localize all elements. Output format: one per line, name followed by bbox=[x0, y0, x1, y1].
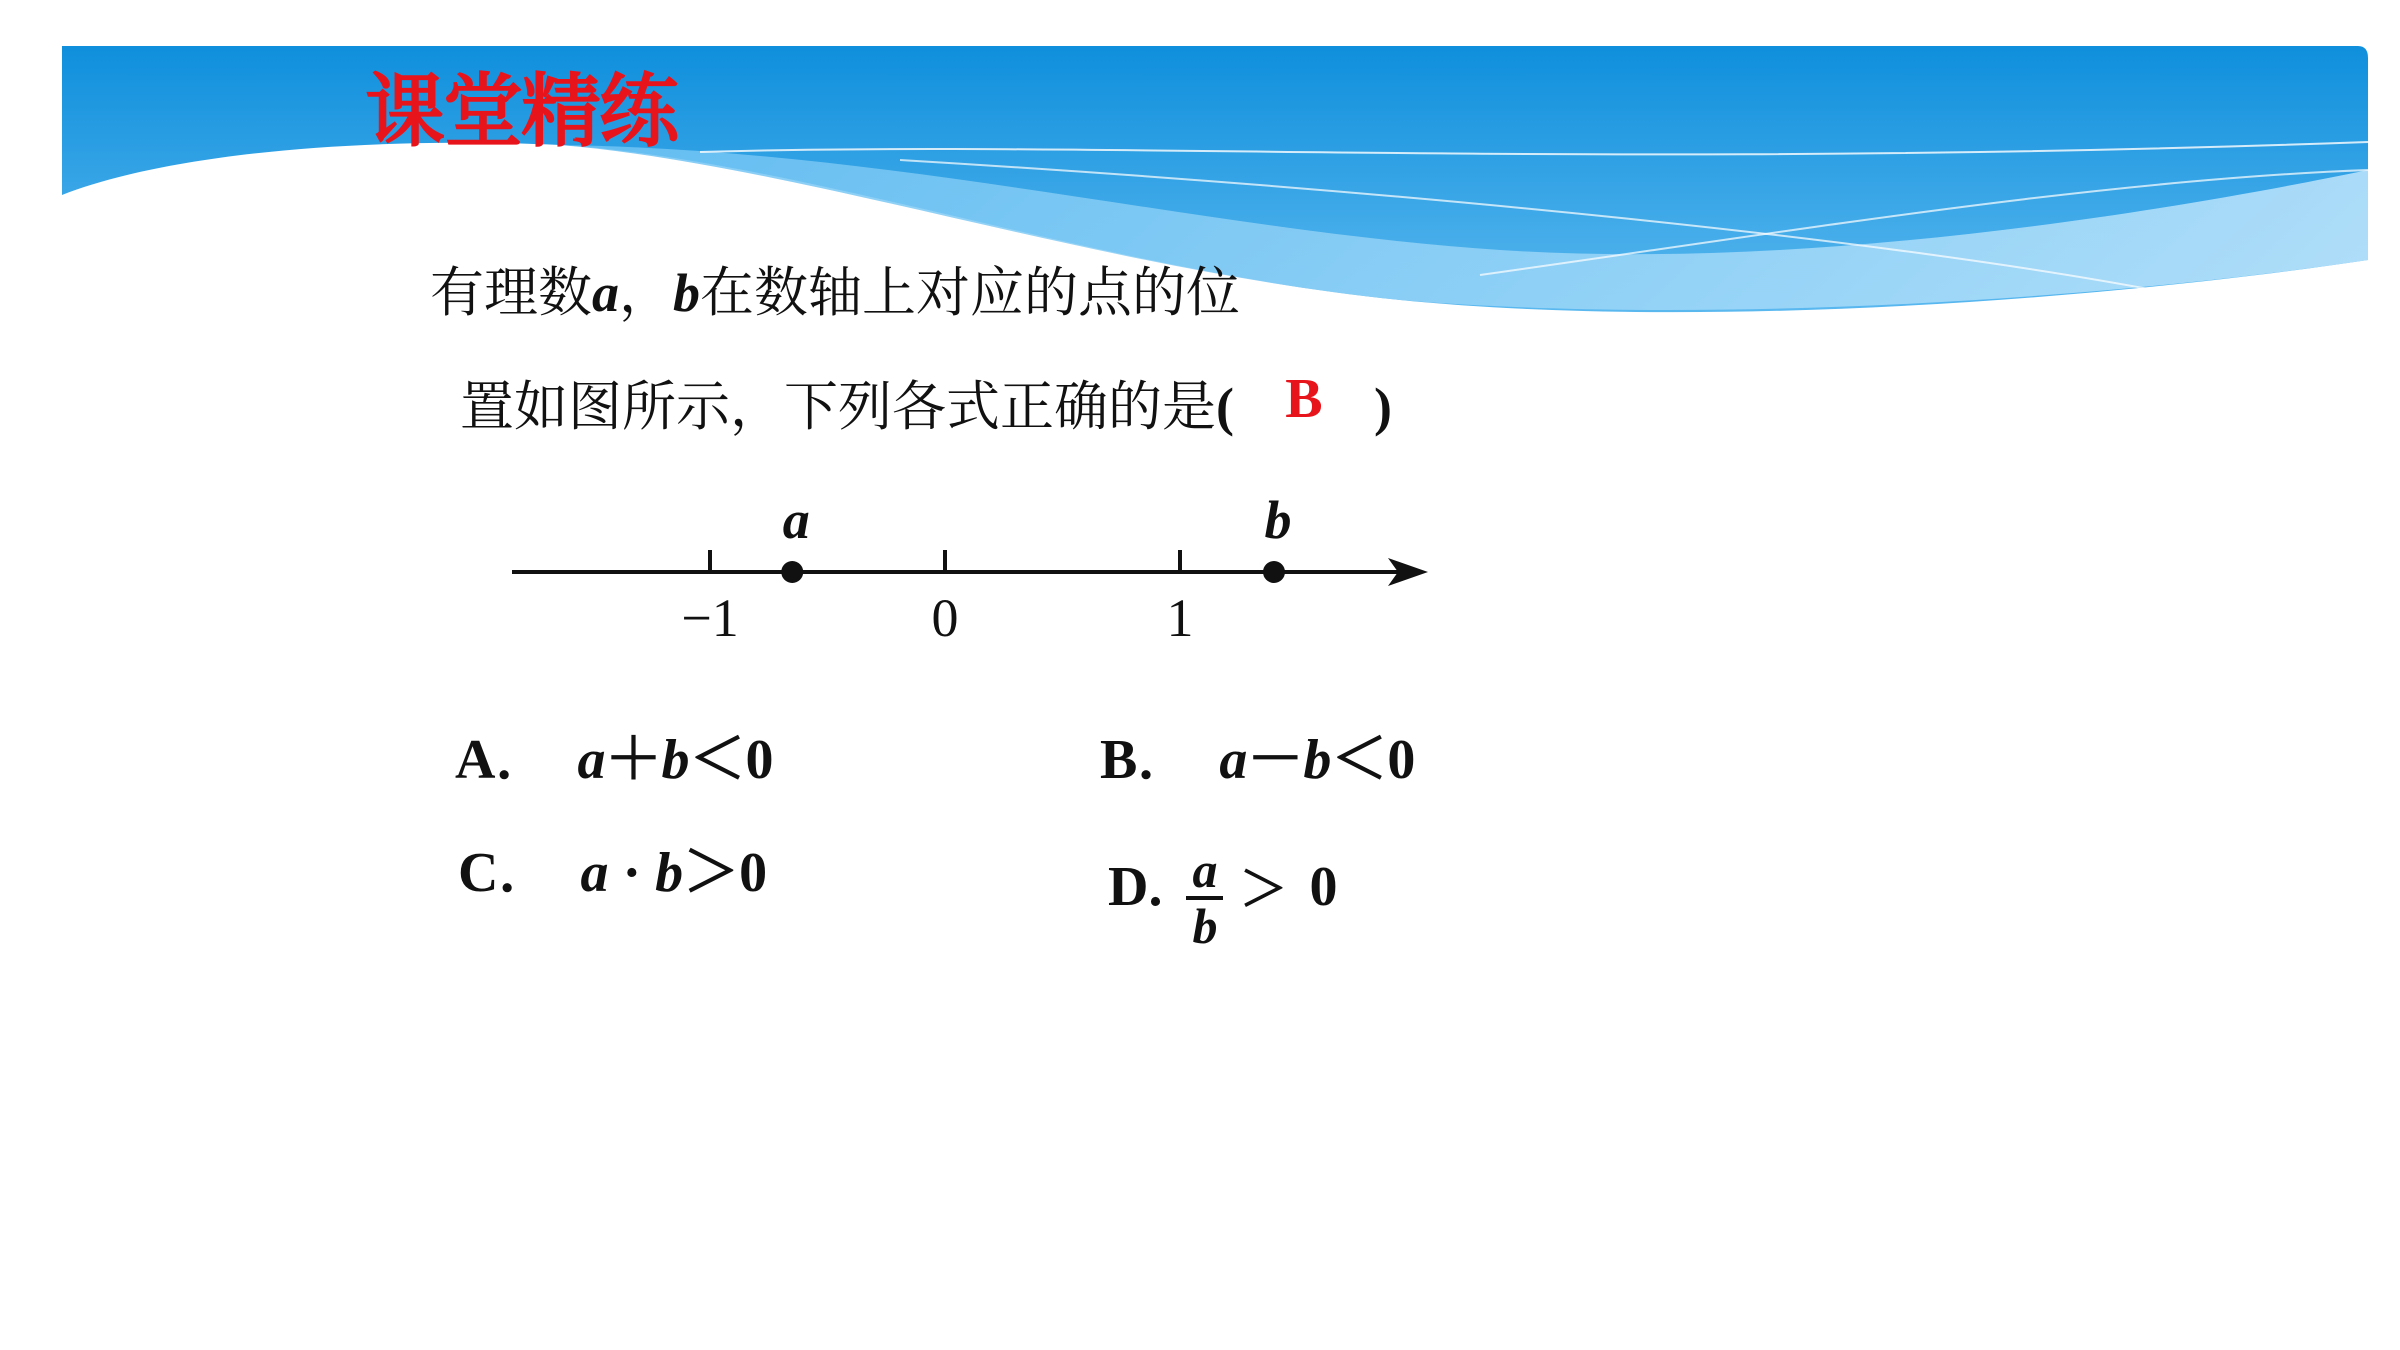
point-b bbox=[1263, 561, 1285, 583]
option-var-a: a bbox=[580, 842, 609, 904]
tick-label: 0 bbox=[931, 588, 959, 648]
option-var-b: b bbox=[661, 729, 690, 791]
option-letter: A． bbox=[455, 729, 552, 791]
option-c[interactable] bbox=[458, 838, 767, 908]
answer-slot bbox=[1234, 364, 1374, 434]
number-line-points bbox=[781, 490, 1291, 583]
option-relation: ＜0 bbox=[689, 729, 774, 791]
option-a[interactable] bbox=[455, 725, 773, 795]
variable-b: b bbox=[673, 263, 700, 323]
variable-a: a bbox=[592, 263, 619, 323]
point-a bbox=[781, 561, 803, 583]
fraction-numerator: a bbox=[1186, 844, 1223, 900]
option-operator: · bbox=[622, 842, 642, 904]
tick-label: −1 bbox=[681, 588, 739, 648]
option-var-a: a bbox=[1219, 729, 1248, 791]
option-letter: D. bbox=[1108, 855, 1163, 918]
number-line-ticks bbox=[681, 550, 1193, 648]
answer-close-paren: ) bbox=[1373, 377, 1392, 437]
tick-label: 1 bbox=[1166, 588, 1194, 648]
option-relation: ＜0 bbox=[1331, 729, 1416, 791]
question-line-2 bbox=[460, 368, 1392, 442]
number-line bbox=[500, 480, 1460, 650]
slide-title: 课堂精练 bbox=[365, 65, 677, 158]
question-text: 置如图所示，下列各式正确的是 bbox=[460, 375, 1216, 438]
fraction bbox=[1186, 844, 1223, 952]
option-relation: ＞ bbox=[1239, 862, 1288, 916]
question-line-1 bbox=[430, 258, 1240, 328]
option-relation: ＞0 bbox=[683, 842, 768, 904]
option-var-a: a bbox=[577, 729, 606, 791]
fraction-denominator: b bbox=[1192, 898, 1218, 954]
point-label-b: b bbox=[1264, 490, 1292, 550]
question-text: 在数轴上对应的点的位 bbox=[700, 261, 1240, 324]
option-operator: ＋ bbox=[605, 729, 662, 791]
point-label-a: a bbox=[782, 490, 810, 550]
option-d[interactable] bbox=[1108, 838, 1338, 954]
option-b[interactable] bbox=[1100, 725, 1415, 795]
option-letter: C． bbox=[458, 842, 555, 904]
answer-text: B bbox=[1285, 368, 1323, 430]
option-operator: － bbox=[1247, 729, 1304, 791]
comma: ， bbox=[619, 261, 673, 324]
answer-open-paren: ( bbox=[1216, 377, 1234, 437]
option-var-b: b bbox=[1303, 729, 1332, 791]
option-rhs: 0 bbox=[1309, 855, 1338, 918]
option-letter: B． bbox=[1100, 729, 1194, 791]
option-var-b: b bbox=[655, 842, 684, 904]
question-text: 有理数 bbox=[430, 261, 592, 324]
